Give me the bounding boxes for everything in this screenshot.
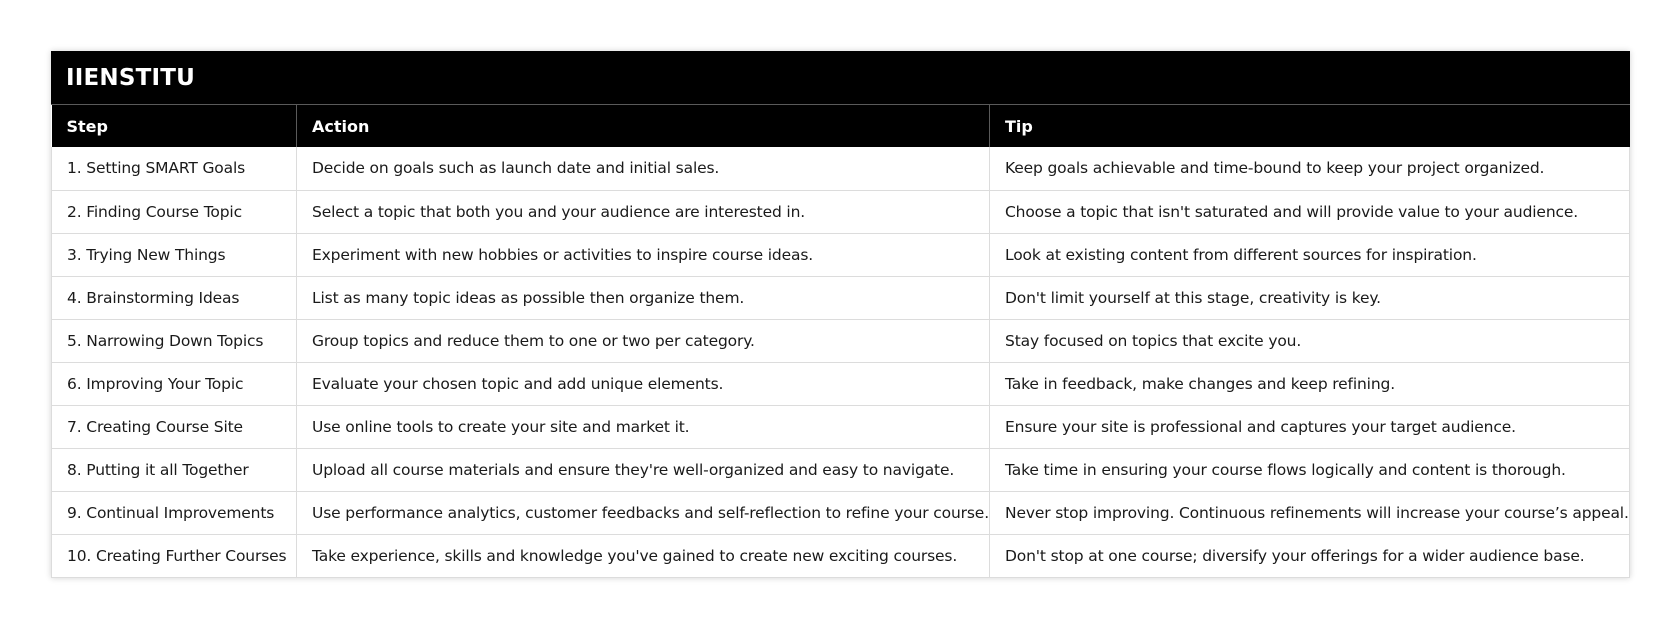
step-cell: 8. Putting it all Together (52, 448, 297, 491)
table-row (52, 405, 1630, 448)
action-cell: Decide on goals such as launch date and initial sales. (297, 147, 990, 190)
table-row (52, 534, 1630, 577)
action-cell: List as many topic ideas as possible then organize them. (297, 276, 990, 319)
step-cell: 7. Creating Course Site (52, 405, 297, 448)
table-row (52, 147, 1630, 190)
table-row (52, 448, 1630, 491)
table-row (52, 190, 1630, 233)
tip-cell: Don't limit yourself at this stage, creativity is key. (990, 276, 1630, 319)
tip-cell: Ensure your site is professional and captures your target audience. (990, 405, 1630, 448)
table-row (52, 362, 1630, 405)
table-row (52, 276, 1630, 319)
table-row (52, 233, 1630, 276)
column-header-action: Action (297, 105, 990, 147)
tip-cell: Take in feedback, make changes and keep refining. (990, 362, 1630, 405)
tip-cell: Don't stop at one course; diversify your offerings for a wider audience base. (990, 534, 1630, 577)
action-cell: Experiment with new hobbies or activities to inspire course ideas. (297, 233, 990, 276)
tip-cell: Stay focused on topics that excite you. (990, 319, 1630, 362)
tip-cell: Choose a topic that isn't saturated and will provide value to your audience. (990, 190, 1630, 233)
step-cell: 6. Improving Your Topic (52, 362, 297, 405)
action-cell: Group topics and reduce them to one or two per category. (297, 319, 990, 362)
tip-cell: Look at existing content from different sources for inspiration. (990, 233, 1630, 276)
step-cell: 10. Creating Further Courses (52, 534, 297, 577)
step-cell: 1. Setting SMART Goals (52, 147, 297, 190)
action-cell: Use online tools to create your site and market it. (297, 405, 990, 448)
action-cell: Upload all course materials and ensure they're well-organized and easy to navigate. (297, 448, 990, 491)
header-row (52, 105, 1630, 147)
action-cell: Use performance analytics, customer feedbacks and self-reflection to refine your course. (297, 491, 990, 534)
step-cell: 3. Trying New Things (52, 233, 297, 276)
table-title: IIENSTITU (51, 51, 1630, 105)
column-header-tip: Tip (990, 105, 1630, 147)
tip-cell: Keep goals achievable and time-bound to keep your project organized. (990, 147, 1630, 190)
tip-cell: Never stop improving. Continuous refinements will increase your course’s appeal. (990, 491, 1630, 534)
tip-cell: Take time in ensuring your course flows logically and content is thorough. (990, 448, 1630, 491)
steps-table (51, 105, 1630, 578)
table-row (52, 491, 1630, 534)
step-cell: 5. Narrowing Down Topics (52, 319, 297, 362)
table-container (51, 51, 1630, 578)
action-cell: Select a topic that both you and your audience are interested in. (297, 190, 990, 233)
table-row (52, 319, 1630, 362)
step-cell: 9. Continual Improvements (52, 491, 297, 534)
step-cell: 4. Brainstorming Ideas (52, 276, 297, 319)
step-cell: 2. Finding Course Topic (52, 190, 297, 233)
column-header-step: Step (52, 105, 297, 147)
action-cell: Take experience, skills and knowledge you've gained to create new exciting courses. (297, 534, 990, 577)
action-cell: Evaluate your chosen topic and add unique elements. (297, 362, 990, 405)
